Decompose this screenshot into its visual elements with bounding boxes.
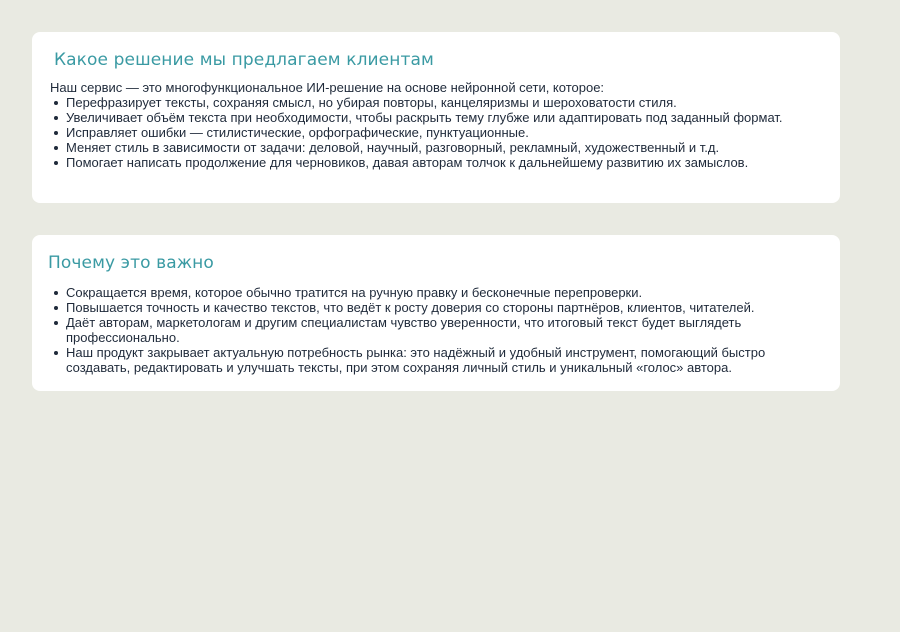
offer-list — [52, 95, 820, 170]
why-list — [48, 285, 824, 375]
offer-card — [32, 32, 840, 203]
list-item: Даёт авторам, маркетологам и другим специалистам чувство уверенности, что итоговый текст будет выглядеть профессионально. — [51, 315, 786, 345]
list-item: Увеличивает объём текста при необходимости, чтобы раскрыть тему глубже или адаптировать под заданный формат. — [51, 110, 786, 125]
list-item: Меняет стиль в зависимости от задачи: деловой, научный, разговорный, рекламный, художественный и т.д. — [51, 140, 786, 155]
list-item: Помогает написать продолжение для черновиков, давая авторам толчок к дальнейшему развитию их замыслов. — [51, 155, 786, 170]
offer-intro: Наш сервис — это многофункциональное ИИ-решение на основе нейронной сети, которое: — [50, 80, 605, 95]
why-title: Почему это важно — [48, 253, 214, 273]
list-item: Перефразирует тексты, сохраняя смысл, но убирая повторы, канцеляризмы и шероховатости стиля. — [51, 95, 786, 110]
list-item: Наш продукт закрывает актуальную потребность рынка: это надёжный и удобный инструмент, помогающий быстро создавать, редактировать и улучшать тексты, при этом сохраняя личный стиль и уникальный «голос» автора. — [51, 345, 786, 375]
why-card — [32, 235, 840, 391]
list-item: Исправляет ошибки — стилистические, орфографические, пунктуационные. — [51, 125, 786, 140]
offer-title: Какое решение мы предлагаем клиентам — [54, 50, 434, 70]
list-item: Повышается точность и качество текстов, что ведёт к росту доверия со стороны партнёров, клиентов, читателей. — [51, 300, 786, 315]
list-item: Сокращается время, которое обычно тратится на ручную правку и бесконечные перепроверки. — [51, 285, 786, 300]
